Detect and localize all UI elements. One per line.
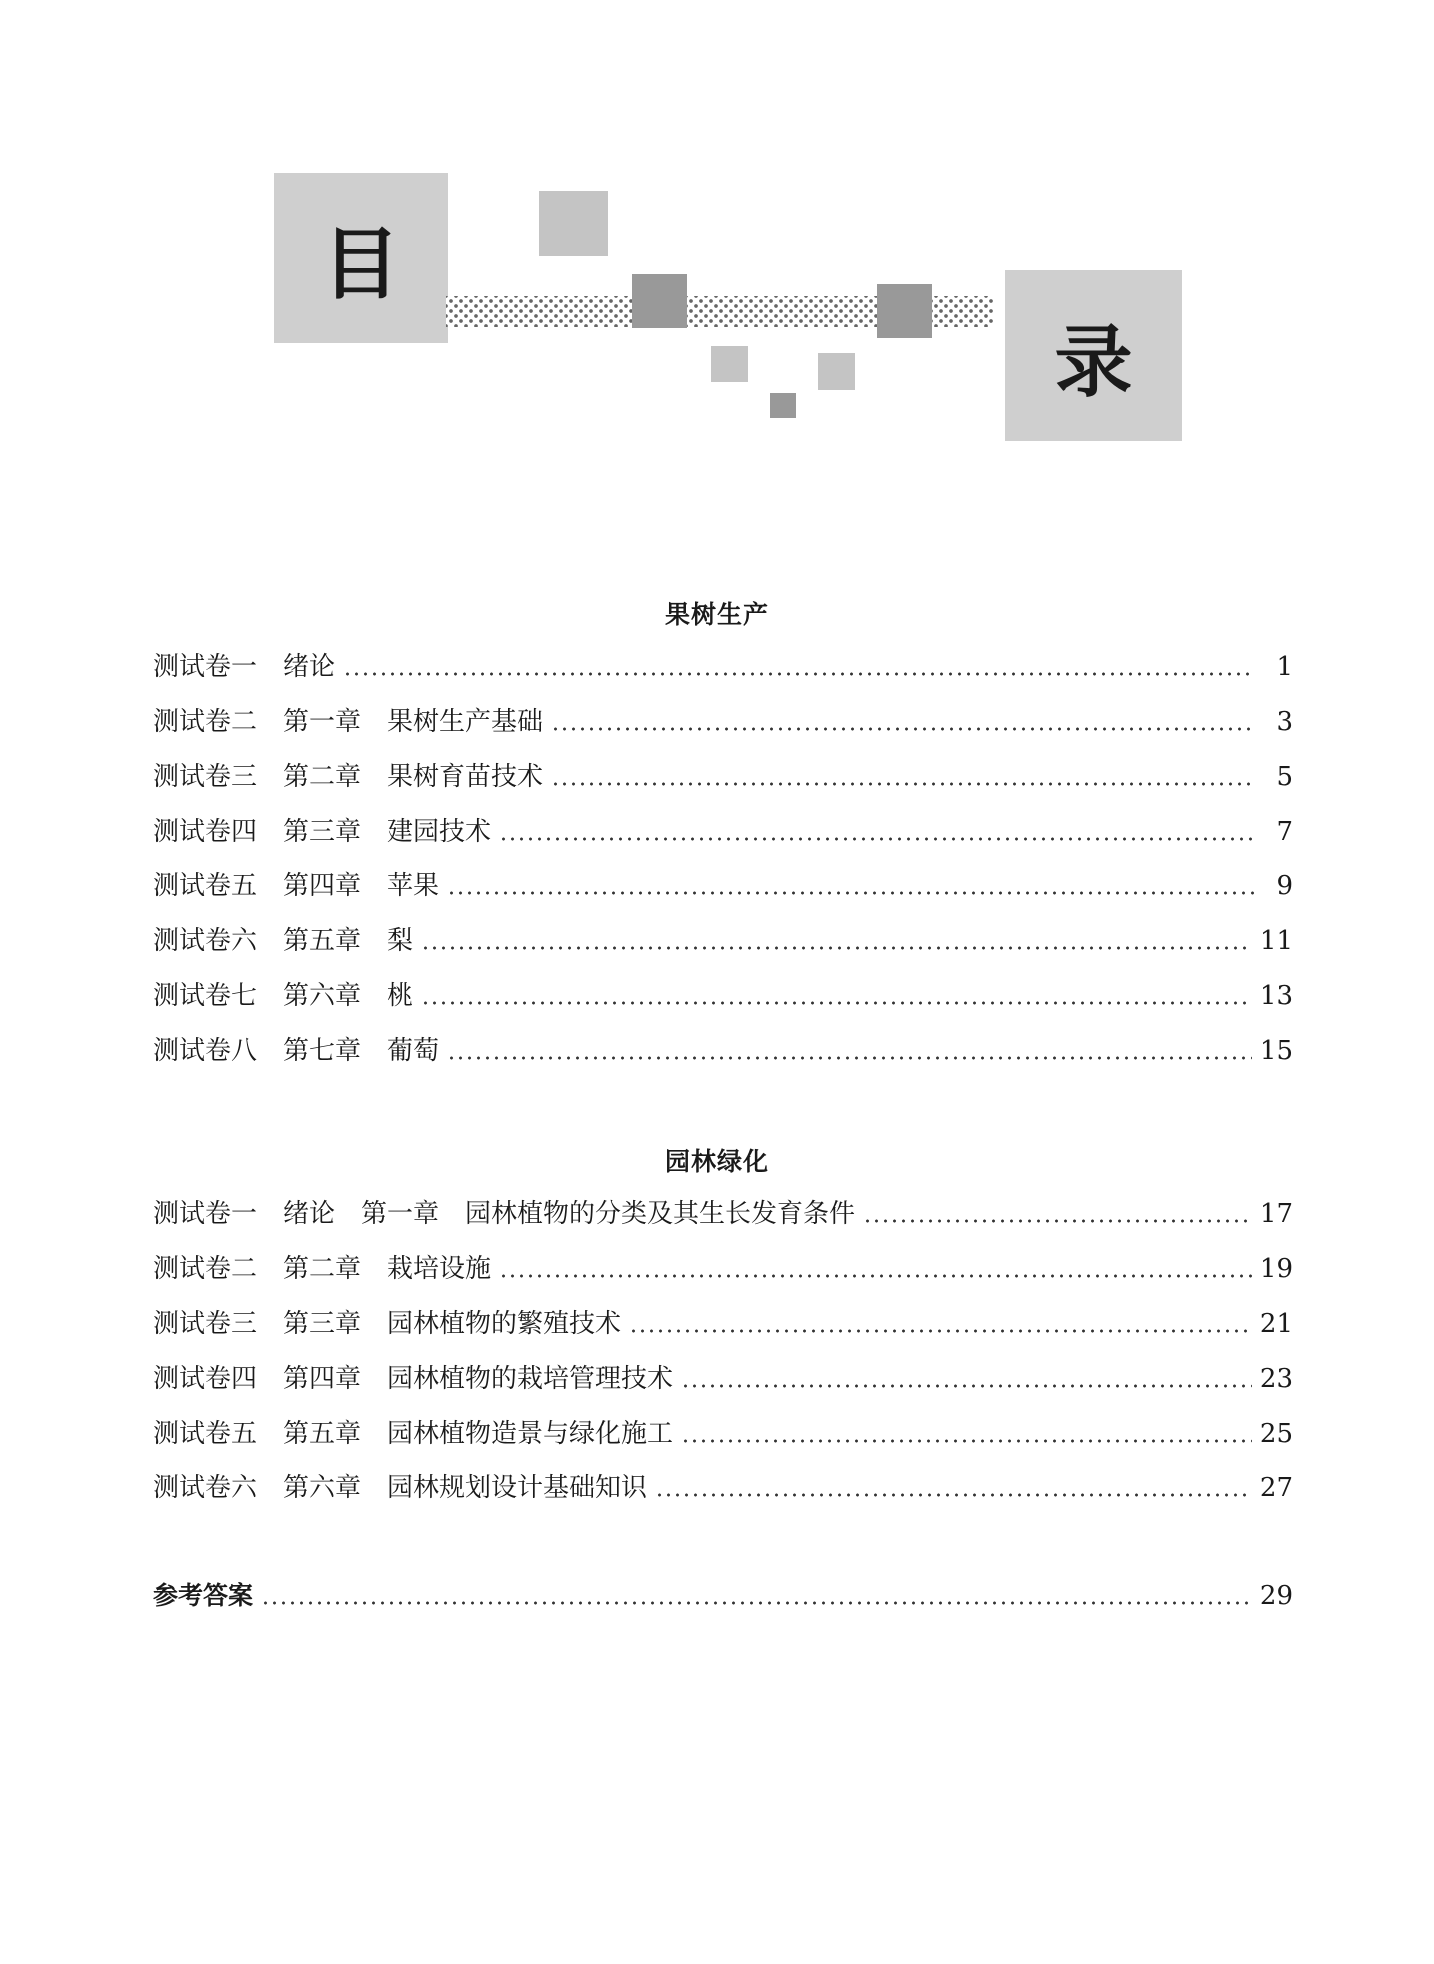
toc-entry[interactable] <box>153 757 1293 797</box>
toc-entry-answers[interactable] <box>153 1576 1293 1616</box>
toc-entry-page: 29 <box>1259 1581 1293 1611</box>
toc-entry-label: 测试卷五 第四章 苹果 <box>153 871 440 901</box>
leader-dots <box>447 891 1255 895</box>
leader-dots <box>551 727 1255 731</box>
toc-entry[interactable] <box>153 921 1293 961</box>
leader-dots <box>261 1601 1252 1605</box>
leader-dots <box>499 837 1255 841</box>
toc-entry[interactable] <box>153 1359 1293 1399</box>
toc-entry[interactable] <box>153 1468 1293 1508</box>
leader-dots <box>863 1219 1252 1223</box>
toc-entry[interactable] <box>153 976 1293 1016</box>
deco-square-3 <box>877 284 932 338</box>
toc-entry-label: 测试卷六 第五章 梨 <box>153 926 414 956</box>
toc-entry-label: 测试卷四 第四章 园林植物的栽培管理技术 <box>153 1364 674 1394</box>
deco-square-4 <box>711 346 748 382</box>
leader-dots <box>499 1274 1252 1278</box>
toc-entry-label: 测试卷六 第六章 园林规划设计基础知识 <box>153 1473 648 1503</box>
toc-entry[interactable] <box>153 812 1293 852</box>
toc-entry-page: 13 <box>1259 981 1293 1011</box>
leader-dots <box>655 1493 1252 1497</box>
leader-dots <box>343 672 1255 676</box>
deco-square-5 <box>818 353 855 390</box>
section-title: 园林绿化 <box>664 1147 769 1176</box>
toc-entry-label: 测试卷一 绪论 第一章 园林植物的分类及其生长发育条件 <box>153 1199 856 1229</box>
toc-entry-page: 17 <box>1259 1199 1293 1229</box>
leader-dots <box>629 1329 1252 1333</box>
header-char-right-box <box>1005 270 1182 441</box>
toc-entry-page: 25 <box>1259 1419 1293 1449</box>
toc-header-decoration <box>0 0 1434 460</box>
section-title: 果树生产 <box>664 600 769 629</box>
toc-entry-label: 测试卷八 第七章 葡萄 <box>153 1036 440 1066</box>
toc-entry-page: 27 <box>1259 1473 1293 1503</box>
toc-entry[interactable] <box>153 1031 1293 1071</box>
leader-dots <box>551 782 1255 786</box>
toc-entry-page: 5 <box>1276 762 1293 792</box>
leader-dots <box>421 1001 1252 1005</box>
toc-entry[interactable] <box>153 647 1293 687</box>
deco-square-2 <box>632 274 687 328</box>
toc-entry-page: 11 <box>1259 926 1293 956</box>
toc-entry[interactable] <box>153 1194 1293 1234</box>
deco-square-1 <box>539 191 608 256</box>
toc-entry-label: 测试卷三 第二章 果树育苗技术 <box>153 762 544 792</box>
toc-entry-label: 测试卷四 第三章 建园技术 <box>153 817 492 847</box>
toc-entry-page: 21 <box>1259 1309 1293 1339</box>
toc-entry-page: 7 <box>1276 817 1293 847</box>
toc-entry-label: 测试卷一 绪论 <box>153 652 336 682</box>
toc-entry-label: 测试卷二 第二章 栽培设施 <box>153 1254 492 1284</box>
toc-entry[interactable] <box>153 1249 1293 1289</box>
deco-square-6 <box>770 393 796 418</box>
toc-entry-page: 23 <box>1259 1364 1293 1394</box>
toc-entry-page: 1 <box>1276 652 1293 682</box>
toc-entry-label: 测试卷五 第五章 园林植物造景与绿化施工 <box>153 1419 674 1449</box>
leader-dots <box>681 1384 1252 1388</box>
header-char-left-box <box>274 173 448 343</box>
header-char-left: 目 <box>321 220 400 310</box>
toc-entry-page: 15 <box>1259 1036 1293 1066</box>
leader-dots <box>447 1056 1252 1060</box>
toc-entry-page: 9 <box>1276 871 1293 901</box>
toc-entry-page: 19 <box>1259 1254 1293 1284</box>
toc-entry-page: 3 <box>1276 707 1293 737</box>
toc-entry-label: 测试卷二 第一章 果树生产基础 <box>153 707 544 737</box>
leader-dots <box>421 946 1252 950</box>
leader-dots <box>681 1439 1252 1443</box>
toc-entry[interactable] <box>153 866 1293 906</box>
toc-entry-label: 测试卷三 第三章 园林植物的繁殖技术 <box>153 1309 622 1339</box>
toc-entry-label: 参考答案 <box>153 1581 254 1610</box>
toc-entry[interactable] <box>153 702 1293 742</box>
header-char-right: 录 <box>1054 317 1133 408</box>
toc-entry[interactable] <box>153 1414 1293 1454</box>
toc-entry[interactable] <box>153 1304 1293 1344</box>
toc-entry-label: 测试卷七 第六章 桃 <box>153 981 414 1011</box>
